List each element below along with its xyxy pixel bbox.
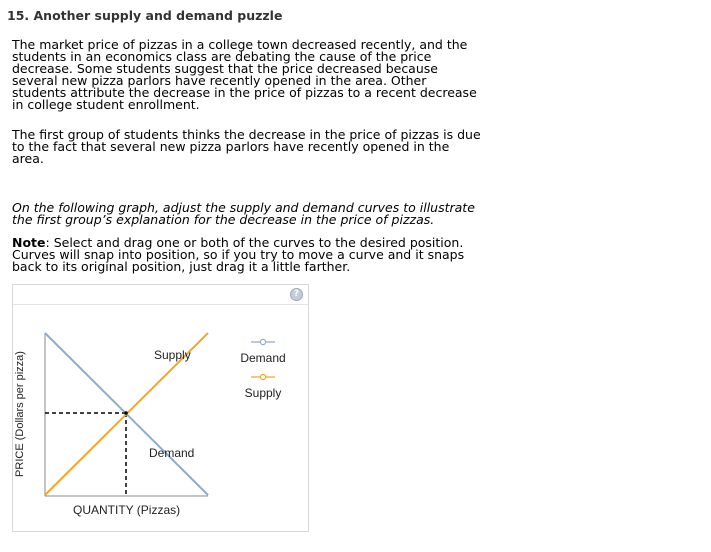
note-label: Note [12,235,46,250]
note-text: : Select and drag one or both of the curves to the desired position. Curves will snap into position, so if you try to move a curve and it snaps back to its original position, just drag it a little farther. [12,235,465,274]
graph-panel [12,284,309,532]
legend-supply-tool[interactable] [245,374,282,400]
page-title: 15. Another supply and demand puzzle [7,8,283,23]
note-paragraph [12,237,482,273]
legend-demand-tool[interactable] [240,339,285,365]
first-group-paragraph: The first group of students thinks the decrease in the price of pizzas is due to the fact that several new pizza parlors have recently opened in the area. [12,127,481,166]
equilibrium-point [124,411,128,415]
y-axis-label: PRICE (Dollars per pizza) [14,351,26,477]
help-icon[interactable]: ? [290,288,303,301]
instruction-paragraph: On the following graph, adjust the supply and demand curves to illustrate the first group’s explanation for the decrease in the price of pizzas. [12,200,475,227]
supply-curve-label: Supply [154,348,191,362]
supply-demand-graph [13,285,308,531]
legend-supply-label: Supply [244,386,282,400]
legend-demand-handle-icon [260,339,265,344]
legend-demand-label: Demand [240,351,286,365]
intro-paragraph: The market price of pizzas in a college town decreased recently, and the students in an economics class are debating the cause of the price decrease. Some students suggest that the price decreased because several new pizza parlors have recently opened in the area. Other students attribute the decrease in the price of pizzas to a recent decrease in college student enrollment. [12,37,477,112]
legend-supply-handle-icon [260,374,265,379]
demand-curve-label: Demand [149,446,195,460]
x-axis-label: QUANTITY (Pizzas) [73,503,181,517]
